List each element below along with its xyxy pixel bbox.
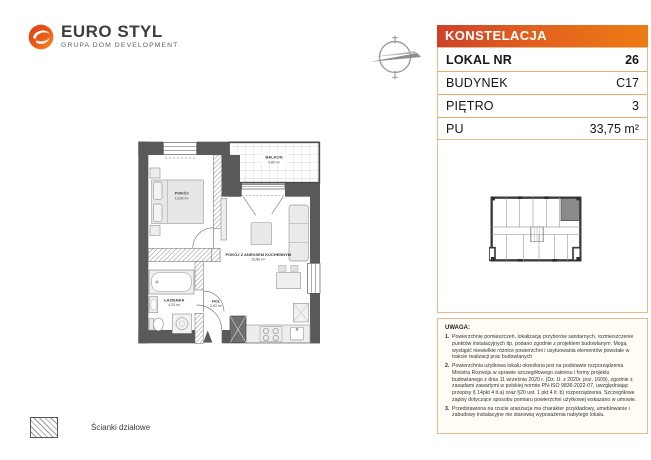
note-number: 1.	[445, 334, 450, 340]
budynek-value: C17	[616, 76, 639, 90]
washing-machine	[172, 314, 191, 333]
room-area-pokoj-z-aneksem: 16,86 m²	[251, 257, 266, 262]
dining-table	[277, 265, 301, 288]
notes-title: UWAGA:	[445, 325, 470, 331]
shaft	[230, 316, 246, 343]
room-area-pokoj: 10,06 m²	[174, 196, 189, 201]
brand-text	[61, 22, 178, 49]
pietro-value: 3	[632, 99, 639, 113]
note-text: Powierzchnię pomieszczeń, lokalizację przyborów sanitarnych, rozmieszczenie punktów instalacyjnych itp. podano zgodnie z projektem budowlanym. Mogą wystąpić niewielkie różnice powierzchni i usytuowania elementów powstałe w trakcie realizacji prac budowlanych	[452, 334, 634, 361]
eurostyl-logo-icon	[28, 24, 54, 50]
north-arrow-icon	[366, 28, 424, 86]
table-row-pu	[438, 117, 647, 140]
sideboard	[221, 198, 227, 240]
note-number: 3.	[445, 405, 450, 412]
coffee-table	[251, 223, 272, 245]
table-row-lokal-nr	[438, 48, 647, 71]
note-item-2	[445, 363, 640, 404]
room-area-hol: 2,63 m²	[210, 304, 222, 308]
bed	[150, 168, 203, 235]
partition-wall-swatch-icon	[30, 417, 58, 438]
bedroom-door	[193, 228, 214, 249]
budynek-label: BUDYNEK	[446, 76, 508, 90]
brand-subtitle: GRUPA DOM DEVELOPMENT	[61, 42, 179, 49]
note-item-3	[445, 406, 640, 420]
building-map-box	[437, 139, 648, 313]
pu-label: PU	[446, 122, 464, 136]
table-row-budynek	[438, 71, 647, 94]
room-area-lazienka: 4,20 m²	[168, 303, 181, 307]
unit-info-table	[437, 47, 648, 140]
legend	[30, 417, 150, 438]
bedroom-window	[163, 142, 196, 158]
pietro-label: PIĘTRO	[446, 99, 494, 113]
living-window	[308, 263, 320, 293]
sofa	[289, 205, 308, 261]
note-text: Przedstawiona na rzucie aranżacja ma charakter przykładowy, umeblowanie i zabudowy instalacyjne nie stanowią wyposażenia nabytego lokalu.	[452, 405, 630, 419]
balcony-door	[242, 184, 285, 215]
bathtub	[149, 270, 194, 294]
room-label-pokoj: POKÓJ	[174, 190, 189, 196]
bathroom-sink	[149, 297, 158, 313]
room-label-hol: HOL	[211, 298, 221, 304]
note-text: Powierzchnia użytkowa lokalu określona jest na podstawie rozporządzenia Ministra Rozwoju w sprawie szczegółowego zakresu i formy projektu budowlanego z dnia 11 września 2020 r. (Dz. U. z 2020r. poz. 1609), zgodnie z zasadami zawartymi w polskiej normie PN-ISO 9836:2022-07, uwzględniając przepisy § 14pkt 4 lt.a) oraz §20 ust. 1 pkt 4 lt. b) rozporządzenia. Szczegółowe zapisy dotyczące sposobu pomiaru powierzchni użytkowej wskazano w umowie.	[452, 363, 637, 403]
note-item-1	[445, 334, 640, 361]
toilet	[149, 318, 163, 331]
room-area-balkon: 4,80 m²	[268, 160, 280, 165]
lokal-nr-label: LOKAL NR	[446, 52, 512, 67]
note-number: 2.	[445, 363, 450, 369]
notes-box	[437, 318, 648, 434]
highlighted-unit	[561, 199, 579, 221]
legend-label: Ścianki działowe	[91, 423, 151, 432]
brand-logo	[28, 22, 178, 50]
fridge	[293, 303, 308, 322]
room-label-balkon: BALKON	[265, 154, 283, 160]
room-label-lazienka: ŁAZIENKA	[164, 297, 185, 303]
table-row-pietro	[438, 94, 647, 117]
brand-title: EURO STYL	[61, 22, 163, 41]
room-label-pokoj-z-aneksem: POKÓJ Z ANEKSEM KUCHENNYM	[225, 252, 292, 257]
building-floor-minimap	[489, 195, 585, 267]
project-name-header: KONSTELACJA	[437, 25, 648, 47]
apartment-floor-plan	[125, 130, 340, 360]
pu-value: 33,75 m²	[589, 122, 639, 136]
lokal-nr-value: 26	[625, 52, 639, 67]
